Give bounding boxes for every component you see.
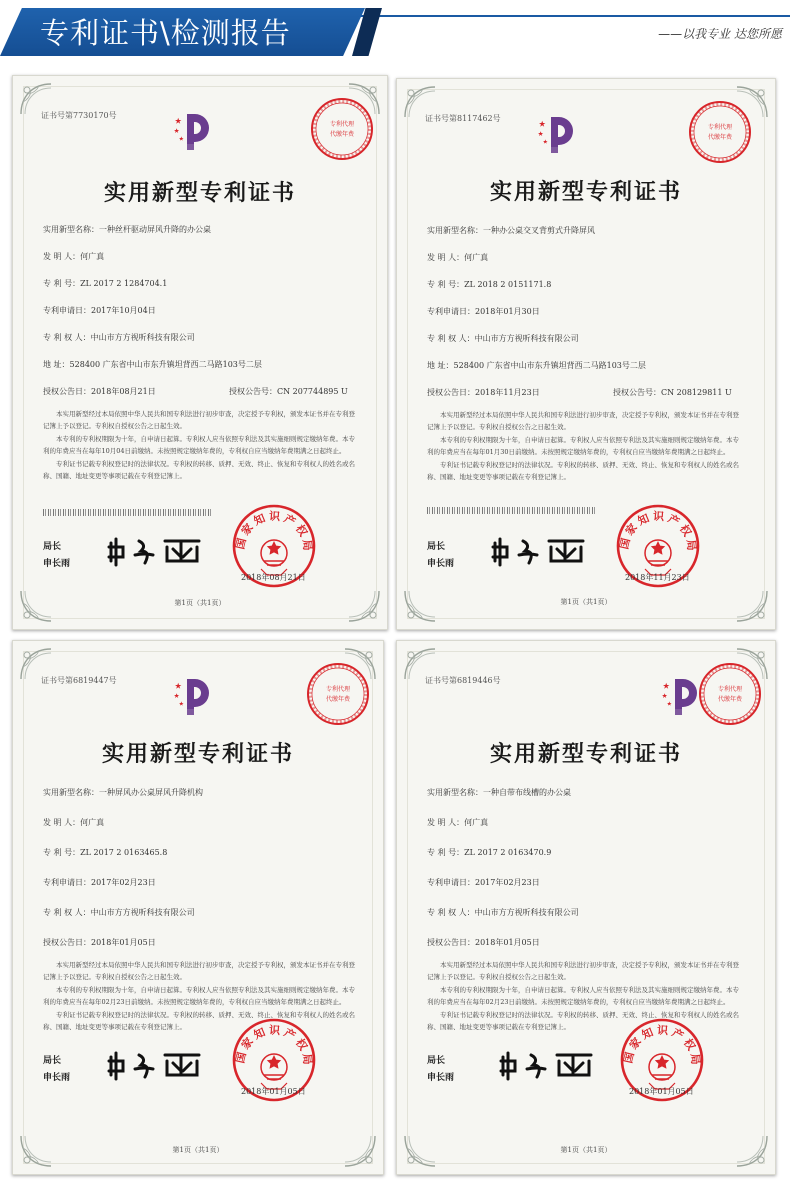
grant-publication-number <box>613 387 732 398</box>
field-label: 地 址： <box>43 360 70 369</box>
field-value: 528400 广东省中山市东升镇坦背西二马路103号二层 <box>453 361 646 370</box>
seal-date: 2018年11月23日 <box>625 573 690 582</box>
seal-date: 2018年01月05日 <box>629 1087 694 1096</box>
svg-text:专利代理: 专利代理 <box>329 121 355 128</box>
certificate-title: 实用新型专利证书 <box>103 180 296 206</box>
handwritten-signature <box>497 1047 607 1081</box>
filing-date <box>427 877 540 888</box>
utility-model-name <box>427 787 571 798</box>
field-label: 发 明 人： <box>43 252 81 261</box>
inventor <box>427 252 488 263</box>
body-paragraph: 本实用新型经过本局依照中华人民共和国专利法进行初步审查，决定授予专利权，颁发本证书并在专利登记簿上予以登记。专利权自授权公告之日起生效。 <box>43 410 355 430</box>
director-name: 申长雨 <box>43 559 71 569</box>
field-value: 2018年11月23日 <box>475 388 540 397</box>
filing-date <box>43 305 156 316</box>
body-paragraph: 本专利的专利权期限为十年，自申请日起算。专利权人应当依照专利法及其实施细则规定缴纳年费。本专利的年费应当在每年01月30日前缴纳。未按照规定缴纳年费的，专利权自应当缴纳年费期满之日起终止。 <box>427 436 739 456</box>
field-value: 2018年08月21日 <box>91 387 156 396</box>
patent-holder <box>43 907 195 918</box>
body-paragraph: 专利证书记载专利权登记时的法律状况。专利权的转移、质押、无效、终止、恢复和专利权人的姓名或名称、国籍、地址变更等事项记载在专利登记簿上。 <box>43 460 355 480</box>
body-paragraph: 专利证书记载专利权登记时的法律状况。专利权的转移、质押、无效、终止、恢复和专利权人的姓名或名称、国籍、地址变更等事项记载在专利登记簿上。 <box>43 1011 355 1031</box>
body-paragraph: 本专利的专利权期限为十年，自申请日起算。专利权人应当依照专利法及其实施细则规定缴纳年费。本专利的年费应当在每年02月23日前缴纳。未按照规定缴纳年费的，专利权自应当缴纳年费期满之日起终止。 <box>43 986 355 1006</box>
address <box>427 360 646 371</box>
field-value: 2017年10月04日 <box>91 306 156 315</box>
inventor <box>43 817 104 828</box>
page-number: 第1页（共1页） <box>174 599 226 607</box>
field-value: 中山市方方视听科技有限公司 <box>474 334 579 343</box>
field-label: 专 利 权 人： <box>427 908 475 917</box>
field-value: 2017年02月23日 <box>91 878 156 887</box>
field-value: 何广真 <box>464 818 489 827</box>
svg-text:专利代理: 专利代理 <box>325 686 351 693</box>
svg-text:国家知识产权局: 国家知识产权局 <box>233 509 315 555</box>
svg-text:代缴年费: 代缴年费 <box>707 134 733 141</box>
inventor <box>43 251 104 262</box>
body-paragraph: 本专利的专利权期限为十年，自申请日起算。专利权人应当依照专利法及其实施细则规定缴纳年费。本专利的年费应当在每年10月04日前缴纳。未按照规定缴纳年费的，专利权自应当缴纳年费期满之日起终止。 <box>43 435 355 455</box>
certificate-number: 证书号第6819447号 <box>41 676 117 685</box>
field-label: 实用新型名称： <box>427 788 483 797</box>
field-value: 2018年01月30日 <box>475 307 540 316</box>
field-label: 授权公告日： <box>427 938 475 947</box>
director-title: 局长 <box>427 1056 446 1066</box>
director-name: 申长雨 <box>427 559 455 569</box>
certificate-body-text <box>427 409 743 501</box>
svg-text:专利代理: 专利代理 <box>707 124 733 131</box>
field-value: CN 208129811 U <box>661 388 732 397</box>
svg-text:国家知识产权局: 国家知识产权局 <box>233 1023 315 1069</box>
certificate-number: 证书号第8117462号 <box>425 114 501 123</box>
certificate-number: 证书号第7730170号 <box>41 111 117 120</box>
agency-stamp-icon <box>697 661 763 727</box>
grant-date <box>427 387 540 398</box>
field-label: 专利申请日： <box>43 306 91 315</box>
field-label: 专 利 权 人： <box>427 334 475 343</box>
grant-publication-number <box>229 386 348 397</box>
field-label: 专 利 号： <box>427 848 465 857</box>
field-label: 实用新型名称： <box>43 225 99 234</box>
svg-text:国家知识产权局: 国家知识产权局 <box>617 509 699 555</box>
agency-stamp-icon <box>305 661 371 727</box>
field-label: 专 利 权 人： <box>43 908 91 917</box>
agency-stamp-icon <box>309 96 375 162</box>
field-label: 授权公告日： <box>427 388 475 397</box>
field-value: ZL 2018 2 0151171.8 <box>464 280 552 289</box>
patent-number <box>427 279 551 290</box>
barcode <box>43 509 213 516</box>
field-label: 授权公告日： <box>43 938 91 947</box>
svg-text:代缴年费: 代缴年费 <box>329 131 355 138</box>
field-value: ZL 2017 2 0163465.8 <box>80 848 168 857</box>
field-value: 何广真 <box>80 252 105 261</box>
field-value: 一种办公桌交叉背剪式升降屏风 <box>483 226 595 235</box>
header-rule <box>360 15 790 17</box>
field-value: 何广真 <box>464 253 489 262</box>
patent-number <box>43 847 167 858</box>
header-banner <box>0 0 790 64</box>
patent-office-logo-icon <box>171 106 219 154</box>
field-value: 中山市方方视听科技有限公司 <box>474 908 579 917</box>
patent-office-logo-icon <box>535 109 583 157</box>
field-label: 专 利 号： <box>43 279 81 288</box>
director-title: 局长 <box>43 1056 62 1066</box>
field-label: 授权公告号： <box>229 387 277 396</box>
page-number: 第1页（共1页） <box>172 1146 224 1154</box>
field-value: ZL 2017 2 1284704.1 <box>80 279 168 288</box>
field-label: 发 明 人： <box>43 818 81 827</box>
field-label: 地 址： <box>427 361 454 370</box>
body-paragraph: 本实用新型经过本局依照中华人民共和国专利法进行初步审查，决定授予专利权，颁发本证书并在专利登记簿上予以登记。专利权自授权公告之日起生效。 <box>427 961 739 981</box>
grant-date <box>427 937 540 948</box>
body-paragraph: 本实用新型经过本局依照中华人民共和国专利法进行初步审查，决定授予专利权，颁发本证书并在专利登记簿上予以登记。专利权自授权公告之日起生效。 <box>43 961 355 981</box>
patent-office-logo-icon <box>171 671 219 719</box>
field-label: 实用新型名称： <box>43 788 99 797</box>
field-label: 发 明 人： <box>427 253 465 262</box>
field-value: 一种屏风办公桌屏风升降机构 <box>99 788 203 797</box>
patent-holder <box>43 332 195 343</box>
director-title: 局长 <box>427 542 446 552</box>
field-value: ZL 2017 2 0163470.9 <box>464 848 552 857</box>
utility-model-name <box>43 224 211 235</box>
handwritten-signature <box>105 1047 215 1081</box>
svg-text:代缴年费: 代缴年费 <box>325 696 351 703</box>
field-value: 2018年01月05日 <box>475 938 540 947</box>
grant-date <box>43 937 156 948</box>
field-value: 528400 广东省中山市东升镇坦背西二马路103号二层 <box>69 360 262 369</box>
field-label: 专利申请日： <box>427 307 475 316</box>
patent-holder <box>427 907 579 918</box>
svg-text:专利代理: 专利代理 <box>717 686 743 693</box>
field-value: 2017年02月23日 <box>475 878 540 887</box>
director-name: 申长雨 <box>427 1073 455 1083</box>
director-name: 申长雨 <box>43 1073 71 1083</box>
barcode <box>427 507 597 514</box>
address <box>43 359 262 370</box>
filing-date <box>427 306 540 317</box>
svg-text:国家知识产权局: 国家知识产权局 <box>621 1023 703 1069</box>
certificate-body-text <box>43 408 359 500</box>
certificate-card <box>396 640 776 1175</box>
field-value: 一种自带布线槽的办公桌 <box>483 788 571 797</box>
svg-text:代缴年费: 代缴年费 <box>717 696 743 703</box>
inventor <box>427 817 488 828</box>
field-value: 何广真 <box>80 818 105 827</box>
certificate-card <box>12 75 388 630</box>
certificate-title: 实用新型专利证书 <box>101 741 294 767</box>
field-label: 专利申请日： <box>43 878 91 887</box>
handwritten-signature <box>489 533 599 567</box>
body-paragraph: 本专利的专利权期限为十年，自申请日起算。专利权人应当依照专利法及其实施细则规定缴纳年费。本专利的年费应当在每年02月23日前缴纳。未按照规定缴纳年费的，专利权自应当缴纳年费期满之日起终止。 <box>427 986 739 1006</box>
certificate-number: 证书号第6819446号 <box>425 676 501 685</box>
certificate-title: 实用新型专利证书 <box>489 741 682 767</box>
field-label: 专 利 号： <box>427 280 465 289</box>
field-value: 一种丝杆驱动屏风升降的办公桌 <box>99 225 211 234</box>
field-label: 实用新型名称： <box>427 226 483 235</box>
handwritten-signature <box>105 533 215 567</box>
field-label: 授权公告号： <box>613 388 661 397</box>
page-number: 第1页（共1页） <box>560 598 612 606</box>
agency-stamp-icon <box>687 99 753 165</box>
body-paragraph: 专利证书记载专利权登记时的法律状况。专利权的转移、质押、无效、终止、恢复和专利权人的姓名或名称、国籍、地址变更等事项记载在专利登记簿上。 <box>427 461 739 481</box>
field-value: 2018年01月05日 <box>91 938 156 947</box>
patent-number <box>43 278 167 289</box>
certificate-card <box>12 640 384 1175</box>
filing-date <box>43 877 156 888</box>
page-number: 第1页（共1页） <box>560 1146 612 1154</box>
header-slogan: ——以我专业 达您所愿 <box>658 27 782 41</box>
utility-model-name <box>427 225 595 236</box>
field-value: 中山市方方视听科技有限公司 <box>90 908 195 917</box>
patent-number <box>427 847 551 858</box>
certificate-card <box>396 78 776 630</box>
header-title: 专利证书\检测报告 <box>40 16 291 50</box>
certificate-title: 实用新型专利证书 <box>489 179 682 205</box>
seal-date: 2018年08月21日 <box>241 573 306 582</box>
body-paragraph: 专利证书记载专利权登记时的法律状况。专利权的转移、质押、无效、终止、恢复和专利权人的姓名或名称、国籍、地址变更等事项记载在专利登记簿上。 <box>427 1011 739 1031</box>
field-label: 专利申请日： <box>427 878 475 887</box>
patent-holder <box>427 333 579 344</box>
utility-model-name <box>43 787 203 798</box>
body-paragraph: 本实用新型经过本局依照中华人民共和国专利法进行初步审查，决定授予专利权，颁发本证书并在专利登记簿上予以登记。专利权自授权公告之日起生效。 <box>427 411 739 431</box>
field-label: 专 利 号： <box>43 848 81 857</box>
field-label: 授权公告日： <box>43 387 91 396</box>
director-title: 局长 <box>43 542 62 552</box>
field-value: CN 207744895 U <box>277 387 348 396</box>
field-value: 中山市方方视听科技有限公司 <box>90 333 195 342</box>
field-label: 专 利 权 人： <box>43 333 91 342</box>
seal-date: 2018年01月05日 <box>241 1087 306 1096</box>
grant-date <box>43 386 156 397</box>
field-label: 发 明 人： <box>427 818 465 827</box>
